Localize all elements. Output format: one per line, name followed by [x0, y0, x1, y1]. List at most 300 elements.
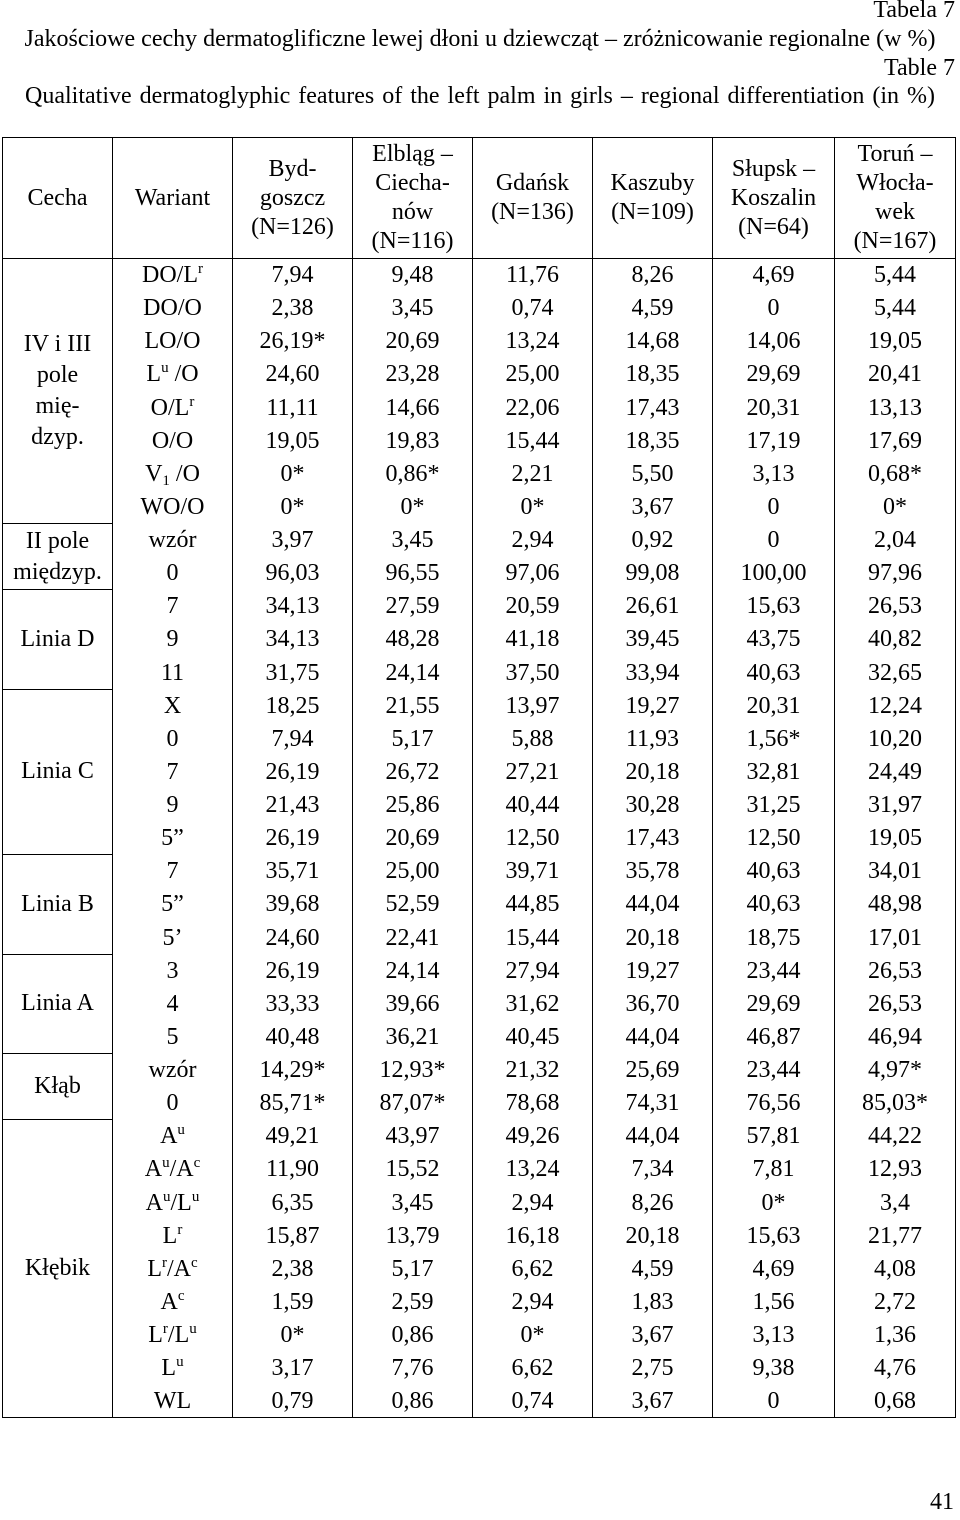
column-header-line: (N=116) — [371, 228, 454, 254]
value-cell: 21,32 — [473, 1054, 593, 1087]
feature-group-label: Linia D — [20, 625, 95, 652]
feature-group-label: Linia B — [21, 890, 94, 917]
value-cell: 23,44 — [713, 954, 835, 987]
variant-text: 0 — [166, 725, 179, 752]
value-cell: 26,19 — [233, 954, 353, 987]
variant-cell — [113, 987, 233, 1020]
column-header-line: Gdańsk — [495, 170, 570, 196]
table-row — [3, 722, 956, 755]
variant-cell — [113, 921, 233, 954]
value-cell: 5,44 — [835, 259, 956, 292]
value-cell: 12,93 — [835, 1153, 956, 1186]
column-header-kaszuby — [593, 138, 713, 259]
value-cell: 19,27 — [593, 689, 713, 722]
value-cell: 39,66 — [353, 987, 473, 1020]
value-cell: 44,04 — [593, 1020, 713, 1053]
variant-superscript: u — [162, 1155, 170, 1172]
value-cell: 15,63 — [713, 590, 835, 623]
variant-text: DO/L — [142, 262, 198, 289]
variant-superscript: u — [176, 1354, 184, 1371]
column-header-line: goszcz — [259, 184, 326, 211]
table-row — [3, 524, 956, 557]
value-cell: 5,17 — [353, 722, 473, 755]
variant-text: 0 — [166, 560, 179, 587]
value-cell: 7,34 — [593, 1153, 713, 1186]
feature-group-cell — [3, 1120, 113, 1418]
variant-text: /O — [169, 460, 200, 487]
column-header-line: Ciecha- — [375, 170, 450, 196]
variant-cell — [113, 722, 233, 755]
value-cell: 0* — [473, 490, 593, 523]
value-cell: 0,86* — [353, 457, 473, 490]
value-cell: 49,26 — [473, 1120, 593, 1153]
value-cell: 39,71 — [473, 855, 593, 888]
value-cell: 27,59 — [353, 590, 473, 623]
value-cell: 49,21 — [233, 1120, 353, 1153]
table-row — [3, 590, 956, 623]
value-cell: 12,50 — [713, 822, 835, 855]
value-cell: 7,76 — [353, 1352, 473, 1385]
value-cell: 3,13 — [713, 457, 835, 490]
value-cell: 18,75 — [713, 921, 835, 954]
variant-cell — [113, 259, 233, 292]
variant-superscript: u — [161, 360, 169, 377]
table-row — [3, 954, 956, 987]
feature-group-label: dzyp. — [31, 424, 84, 450]
value-cell: 76,56 — [713, 1087, 835, 1120]
variant-cell — [113, 1319, 233, 1352]
variant-cell — [113, 325, 233, 358]
variant-superscript: u — [163, 1188, 171, 1205]
variant-text: WO/O — [140, 493, 205, 520]
variant-text: /L — [167, 1322, 190, 1349]
value-cell: 17,69 — [835, 424, 956, 457]
value-cell: 2,72 — [835, 1285, 956, 1318]
value-cell: 15,44 — [473, 921, 593, 954]
value-cell: 2,94 — [473, 1285, 593, 1318]
variant-text: A — [160, 1123, 178, 1150]
value-cell: 4,97* — [835, 1054, 956, 1087]
value-cell: 0* — [233, 1319, 353, 1352]
value-cell: 48,98 — [835, 888, 956, 921]
value-cell: 0* — [353, 490, 473, 523]
value-cell: 17,43 — [593, 822, 713, 855]
value-cell: 29,69 — [713, 987, 835, 1020]
value-cell: 33,94 — [593, 656, 713, 689]
table-row — [3, 855, 956, 888]
column-header-line: (N=64) — [738, 213, 809, 240]
variant-text: 7 — [166, 758, 179, 785]
value-cell: 2,94 — [473, 524, 593, 557]
value-cell: 25,86 — [353, 789, 473, 822]
value-cell: 7,81 — [713, 1153, 835, 1186]
value-cell: 97,96 — [835, 557, 956, 590]
variant-text: 0 — [166, 1090, 179, 1117]
variant-subscript: 1 — [162, 473, 170, 490]
column-header-gdansk — [473, 138, 593, 259]
value-cell: 22,06 — [473, 391, 593, 424]
table-row — [3, 822, 956, 855]
table-row — [3, 490, 956, 523]
value-cell: 40,63 — [713, 656, 835, 689]
variant-text: O/L — [150, 394, 190, 421]
variant-cell — [113, 954, 233, 987]
value-cell: 14,06 — [713, 325, 835, 358]
value-cell: 20,18 — [593, 921, 713, 954]
value-cell: 2,59 — [353, 1285, 473, 1318]
variant-text: O/O — [151, 427, 194, 454]
table-row — [3, 259, 956, 292]
value-cell: 34,13 — [233, 623, 353, 656]
variant-cell — [113, 1219, 233, 1252]
column-header-line: Byd- — [268, 155, 317, 182]
table-row — [3, 1153, 956, 1186]
value-cell: 40,48 — [233, 1020, 353, 1053]
variant-text: 5” — [161, 891, 184, 918]
feature-group-label: Kłębik — [24, 1255, 91, 1282]
variant-text: A — [145, 1189, 163, 1216]
value-cell: 96,03 — [233, 557, 353, 590]
value-cell: 31,62 — [473, 987, 593, 1020]
column-header-line: (N=167) — [853, 228, 937, 254]
value-cell: 7,94 — [233, 722, 353, 755]
variant-cell — [113, 1352, 233, 1385]
table-row — [3, 1319, 956, 1352]
feature-group-cell — [3, 259, 113, 524]
table-row — [3, 325, 956, 358]
table-row — [3, 1087, 956, 1120]
variant-cell — [113, 457, 233, 490]
value-cell: 4,76 — [835, 1352, 956, 1385]
feature-group-cell — [3, 954, 113, 1053]
value-cell: 97,06 — [473, 557, 593, 590]
value-cell: 19,05 — [835, 822, 956, 855]
column-header-slupsk-koszalin — [713, 138, 835, 259]
value-cell: 0* — [713, 1186, 835, 1219]
feature-group-cell — [3, 855, 113, 954]
value-cell: 3,67 — [593, 1385, 713, 1418]
value-cell: 24,49 — [835, 755, 956, 788]
variant-cell — [113, 623, 233, 656]
value-cell: 3,67 — [593, 490, 713, 523]
variant-text: 3 — [166, 957, 179, 984]
variant-cell — [113, 490, 233, 523]
value-cell: 43,97 — [353, 1120, 473, 1153]
value-cell: 19,27 — [593, 954, 713, 987]
value-cell: 46,87 — [713, 1020, 835, 1053]
value-cell: 12,93* — [353, 1054, 473, 1087]
value-cell: 15,52 — [353, 1153, 473, 1186]
value-cell: 2,38 — [233, 292, 353, 325]
variant-text: WL — [153, 1388, 192, 1415]
variant-text: L — [147, 1255, 162, 1282]
variant-cell — [113, 1252, 233, 1285]
variant-text: /O — [168, 361, 199, 388]
variant-superscript: r — [162, 1321, 168, 1338]
variant-text: /A — [169, 1156, 194, 1183]
value-cell: 3,45 — [353, 524, 473, 557]
value-cell: 20,18 — [593, 1219, 713, 1252]
table-row — [3, 1186, 956, 1219]
value-cell: 9,38 — [713, 1352, 835, 1385]
value-cell: 40,45 — [473, 1020, 593, 1053]
value-cell: 5,88 — [473, 722, 593, 755]
value-cell: 39,68 — [233, 888, 353, 921]
value-cell: 13,97 — [473, 689, 593, 722]
value-cell: 2,04 — [835, 524, 956, 557]
variant-superscript: u — [189, 1321, 197, 1338]
value-cell: 13,13 — [835, 391, 956, 424]
variant-superscript: c — [191, 1254, 198, 1271]
value-cell: 26,61 — [593, 590, 713, 623]
variant-text: LO/O — [144, 328, 201, 355]
column-header-line: Elbląg – — [372, 141, 453, 167]
feature-group-label: IV i III — [23, 331, 92, 357]
value-cell: 40,82 — [835, 623, 956, 656]
value-cell: 3,45 — [353, 292, 473, 325]
feature-group-label: międzyp. — [13, 558, 102, 585]
value-cell: 14,29* — [233, 1054, 353, 1087]
value-cell: 2,21 — [473, 457, 593, 490]
table-header — [3, 138, 956, 259]
value-cell: 40,44 — [473, 789, 593, 822]
value-cell: 15,44 — [473, 424, 593, 457]
value-cell: 1,59 — [233, 1285, 353, 1318]
variant-text: 11 — [160, 659, 185, 686]
value-cell: 39,45 — [593, 623, 713, 656]
value-cell: 20,59 — [473, 590, 593, 623]
column-header-line: Cecha — [27, 184, 88, 211]
table-row — [3, 1252, 956, 1285]
value-cell: 40,63 — [713, 855, 835, 888]
table-row — [3, 1219, 956, 1252]
table-row — [3, 1352, 956, 1385]
table-row — [3, 1120, 956, 1153]
table-row — [3, 921, 956, 954]
value-cell: 8,26 — [593, 1186, 713, 1219]
variant-text: 4 — [166, 990, 179, 1017]
table-row — [3, 888, 956, 921]
variant-cell — [113, 755, 233, 788]
feature-group-label: mię- — [35, 393, 80, 419]
value-cell: 29,69 — [713, 358, 835, 391]
variant-cell — [113, 789, 233, 822]
value-cell: 31,97 — [835, 789, 956, 822]
value-cell: 26,19* — [233, 325, 353, 358]
value-cell: 24,60 — [233, 358, 353, 391]
value-cell: 0,86 — [353, 1385, 473, 1418]
value-cell: 21,77 — [835, 1219, 956, 1252]
value-cell: 14,66 — [353, 391, 473, 424]
value-cell: 46,94 — [835, 1020, 956, 1053]
value-cell: 0,79 — [233, 1385, 353, 1418]
feature-group-label: II pole — [25, 527, 90, 554]
value-cell: 22,41 — [353, 921, 473, 954]
table-row — [3, 623, 956, 656]
value-cell: 26,53 — [835, 954, 956, 987]
value-cell: 3,67 — [593, 1319, 713, 1352]
table-row — [3, 557, 956, 590]
value-cell: 18,25 — [233, 689, 353, 722]
value-cell: 26,53 — [835, 590, 956, 623]
value-cell: 2,94 — [473, 1186, 593, 1219]
value-cell: 0,74 — [473, 292, 593, 325]
page-number: 41 — [930, 1489, 954, 1515]
value-cell: 13,24 — [473, 325, 593, 358]
value-cell: 4,69 — [713, 259, 835, 292]
value-cell: 11,76 — [473, 259, 593, 292]
variant-text: /L — [170, 1189, 192, 1216]
value-cell: 96,55 — [353, 557, 473, 590]
value-cell: 23,44 — [713, 1054, 835, 1087]
variant-text: 5” — [161, 825, 184, 852]
value-cell: 25,00 — [353, 855, 473, 888]
table-row — [3, 358, 956, 391]
value-cell: 26,19 — [233, 755, 353, 788]
value-cell: 99,08 — [593, 557, 713, 590]
value-cell: 6,62 — [473, 1252, 593, 1285]
value-cell: 6,62 — [473, 1352, 593, 1385]
value-cell: 25,00 — [473, 358, 593, 391]
value-cell: 1,36 — [835, 1319, 956, 1352]
variant-text: 5 — [166, 1023, 179, 1050]
value-cell: 43,75 — [713, 623, 835, 656]
value-cell: 26,72 — [353, 755, 473, 788]
value-cell: 11,11 — [233, 391, 353, 424]
variant-text: X — [163, 692, 182, 719]
variant-cell — [113, 1087, 233, 1120]
table-title-pl: Jakościowe cechy dermatoglificzne lewej dłoni u dziewcząt – zróżnicowanie regionalne (w %) — [24, 26, 936, 52]
value-cell: 24,60 — [233, 921, 353, 954]
value-cell: 19,05 — [233, 424, 353, 457]
variant-cell — [113, 524, 233, 557]
feature-group-cell — [3, 590, 113, 689]
variant-superscript: r — [162, 1254, 167, 1271]
column-header-line: Toruń – — [857, 141, 933, 167]
feature-group-label: Kłąb — [34, 1073, 81, 1100]
variant-cell — [113, 689, 233, 722]
value-cell: 27,94 — [473, 954, 593, 987]
feature-group-cell — [3, 1054, 113, 1120]
value-cell: 26,19 — [233, 822, 353, 855]
value-cell: 8,26 — [593, 259, 713, 292]
value-cell: 44,04 — [593, 888, 713, 921]
value-cell: 21,43 — [233, 789, 353, 822]
value-cell: 4,69 — [713, 1252, 835, 1285]
column-header-bydgoszcz — [233, 138, 353, 259]
value-cell: 44,22 — [835, 1120, 956, 1153]
value-cell: 13,24 — [473, 1153, 593, 1186]
value-cell: 17,43 — [593, 391, 713, 424]
variant-cell — [113, 358, 233, 391]
variant-cell — [113, 1186, 233, 1219]
value-cell: 20,41 — [835, 358, 956, 391]
variant-cell — [113, 1020, 233, 1053]
variant-cell — [113, 1120, 233, 1153]
column-header-line: Kaszuby — [610, 170, 695, 196]
value-cell: 74,31 — [593, 1087, 713, 1120]
value-cell: 2,75 — [593, 1352, 713, 1385]
value-cell: 36,70 — [593, 987, 713, 1020]
column-header-line: (N=136) — [491, 199, 574, 225]
value-cell: 87,07* — [353, 1087, 473, 1120]
variant-text: DO/O — [143, 295, 202, 322]
table-label-en: Table 7 — [884, 55, 955, 81]
value-cell: 57,81 — [713, 1120, 835, 1153]
value-cell: 18,35 — [593, 358, 713, 391]
value-cell: 20,18 — [593, 755, 713, 788]
value-cell: 5,17 — [353, 1252, 473, 1285]
variant-text: A — [160, 1288, 178, 1315]
variant-text: wzór — [148, 1057, 197, 1084]
variant-text: L — [148, 1322, 163, 1349]
variant-cell — [113, 292, 233, 325]
value-cell: 44,85 — [473, 888, 593, 921]
value-cell: 0,68 — [835, 1385, 956, 1418]
value-cell: 18,35 — [593, 424, 713, 457]
column-header-line: (N=109) — [611, 199, 694, 225]
table-row — [3, 424, 956, 457]
feature-group-label: pole — [36, 362, 79, 388]
value-cell: 100,00 — [713, 557, 835, 590]
column-header-torun-wloclawek — [835, 138, 956, 259]
value-cell: 10,20 — [835, 722, 956, 755]
value-cell: 24,14 — [353, 656, 473, 689]
variant-cell — [113, 656, 233, 689]
value-cell: 1,83 — [593, 1285, 713, 1318]
variant-cell — [113, 855, 233, 888]
value-cell: 3,45 — [353, 1186, 473, 1219]
column-header-line: Koszalin — [730, 184, 817, 211]
value-cell: 15,63 — [713, 1219, 835, 1252]
table-row — [3, 789, 956, 822]
variant-text: /A — [167, 1255, 191, 1282]
value-cell: 1,56 — [713, 1285, 835, 1318]
value-cell: 0,86 — [353, 1319, 473, 1352]
table-row — [3, 457, 956, 490]
value-cell: 15,87 — [233, 1219, 353, 1252]
variant-text: 5’ — [162, 924, 183, 951]
variant-superscript: r — [189, 393, 195, 410]
variant-cell — [113, 1285, 233, 1318]
value-cell: 32,65 — [835, 656, 956, 689]
table-title-en: Qualitative dermatoglyphic features of the left palm in girls – regional differentiation (in %) — [25, 83, 935, 109]
variant-cell — [113, 822, 233, 855]
value-cell: 20,69 — [353, 325, 473, 358]
column-header-line: Włocła- — [856, 170, 934, 196]
variant-text: 7 — [166, 593, 179, 620]
table-row — [3, 391, 956, 424]
value-cell: 13,79 — [353, 1219, 473, 1252]
column-header-line: (N=126) — [251, 213, 334, 240]
value-cell: 41,18 — [473, 623, 593, 656]
value-cell: 35,71 — [233, 855, 353, 888]
variant-text: L — [161, 1355, 177, 1382]
feature-group-cell — [3, 524, 113, 590]
value-cell: 36,21 — [353, 1020, 473, 1053]
variant-superscript: r — [177, 1221, 183, 1238]
column-header-line: nów — [391, 199, 434, 225]
variant-cell — [113, 1054, 233, 1087]
value-cell: 23,28 — [353, 358, 473, 391]
value-cell: 19,83 — [353, 424, 473, 457]
value-cell: 17,19 — [713, 424, 835, 457]
value-cell: 7,94 — [233, 259, 353, 292]
variant-text: wzór — [148, 527, 197, 554]
value-cell: 25,69 — [593, 1054, 713, 1087]
value-cell: 1,56* — [713, 722, 835, 755]
value-cell: 4,59 — [593, 1252, 713, 1285]
